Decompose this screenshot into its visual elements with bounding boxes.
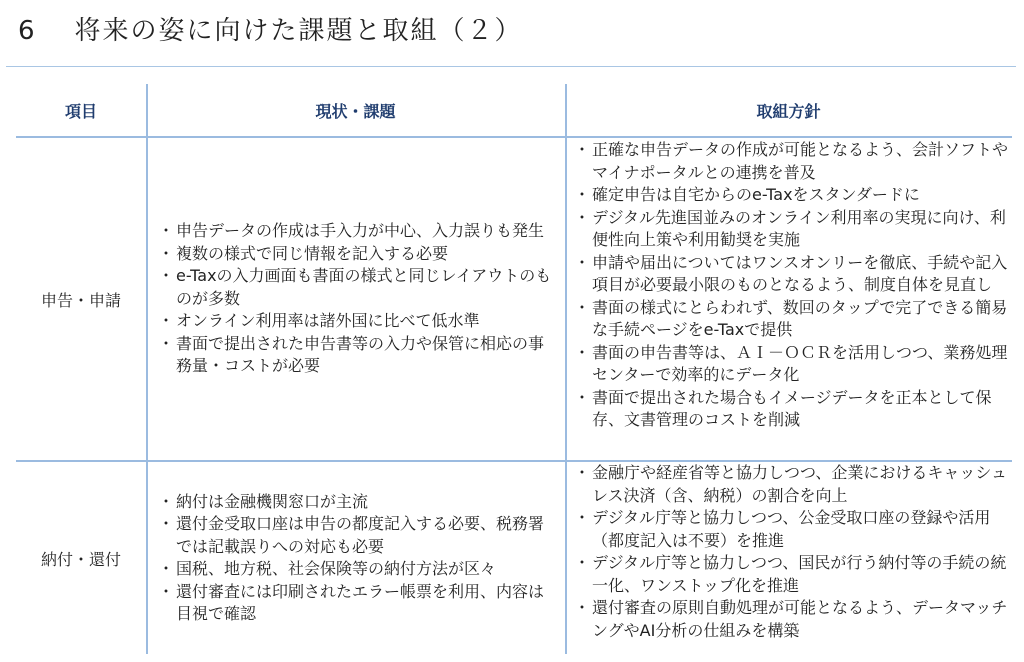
list-item: ・ 申告データの作成は手入力が中心、入力誤りも発生 [158,220,554,243]
header-action: 取組方針 [756,101,821,121]
header-status: 現状・課題 [315,101,396,121]
list-item: ・ 正確な申告データの作成が可能となるよう、会計ソフトやマイナポータルとの連携を普及 [574,139,1008,184]
list-item: ・ 書面で提出された場合もイメージデータを正本として保存、文書管理のコストを削減 [574,387,1008,432]
list-item: ・ 複数の様式で同じ情報を記入する必要 [158,243,554,266]
row-label-payment: 納付・還付 [40,549,121,569]
status-list-payment [158,491,554,626]
column-divider [146,84,148,654]
policy-table [16,84,1012,654]
list-item: ・ 国税、地方税、社会保険等の納付方法が区々 [158,558,554,581]
title-divider [6,66,1016,67]
list-item: ・ デジタル先進国並みのオンライン利用率の実現に向け、利便性向上策や利用勧奨を実施 [574,207,1008,252]
page-title [18,10,523,47]
action-list-payment [574,462,1008,642]
list-item: ・ 書面の様式にとらわれず、数回のタップで完了できる簡易な手続ページをe-Taxで提供 [574,297,1008,342]
title-text: 将来の姿に向けた課題と取組（２） [74,16,523,46]
header-item: 項目 [64,101,97,121]
row-action-payment [574,462,1008,652]
row-action-filing [574,139,1008,459]
row-label-filing: 申告・申請 [40,290,121,310]
list-item: ・ オンライン利用率は諸外国に比べて低水準 [158,310,554,333]
list-item: ・ デジタル庁等と協力しつつ、国民が行う納付等の手続の統一化、ワンストップ化を推進 [574,552,1008,597]
list-item: ・ 書面で提出された申告書等の入力や保管に相応の事務量・コストが必要 [158,333,554,378]
action-list-filing [574,139,1008,432]
row-status-filing [158,138,560,460]
list-item: ・ 還付審査には印刷されたエラー帳票を利用、内容は目視で確認 [158,581,554,626]
list-item: ・ デジタル庁等と協力しつつ、公金受取口座の登録や活用（都度記入は不要）を推進 [574,507,1008,552]
list-item: ・ e-Taxの入力画面も書面の様式と同じレイアウトのものが多数 [158,265,554,310]
column-divider [565,84,567,654]
list-item: ・ 書面の申告書等は、ＡＩ－ＯＣＲを活用しつつ、業務処理センターで効率的にデータ化 [574,342,1008,387]
status-list-filing [158,220,554,378]
list-item: ・ 還付審査の原則自動処理が可能となるよう、データマッチングやAI分析の仕組みを構築 [574,597,1008,642]
list-item: ・ 確定申告は自宅からのe-Taxをスタンダードに [574,184,1008,207]
row-status-payment [158,462,560,654]
list-item: ・ 金融庁や経産省等と協力しつつ、企業におけるキャッシュレス決済（含、納税）の割合を向上 [574,462,1008,507]
list-item: ・ 申請や届出についてはワンスオンリーを徹底、手続や記入項目が必要最小限のものとなるよう、制度自体を見直し [574,252,1008,297]
list-item: ・ 納付は金融機関窓口が主流 [158,491,554,514]
section-number: 6 [18,16,37,46]
list-item: ・ 還付金受取口座は申告の都度記入する必要、税務署では記載誤りへの対応も必要 [158,513,554,558]
